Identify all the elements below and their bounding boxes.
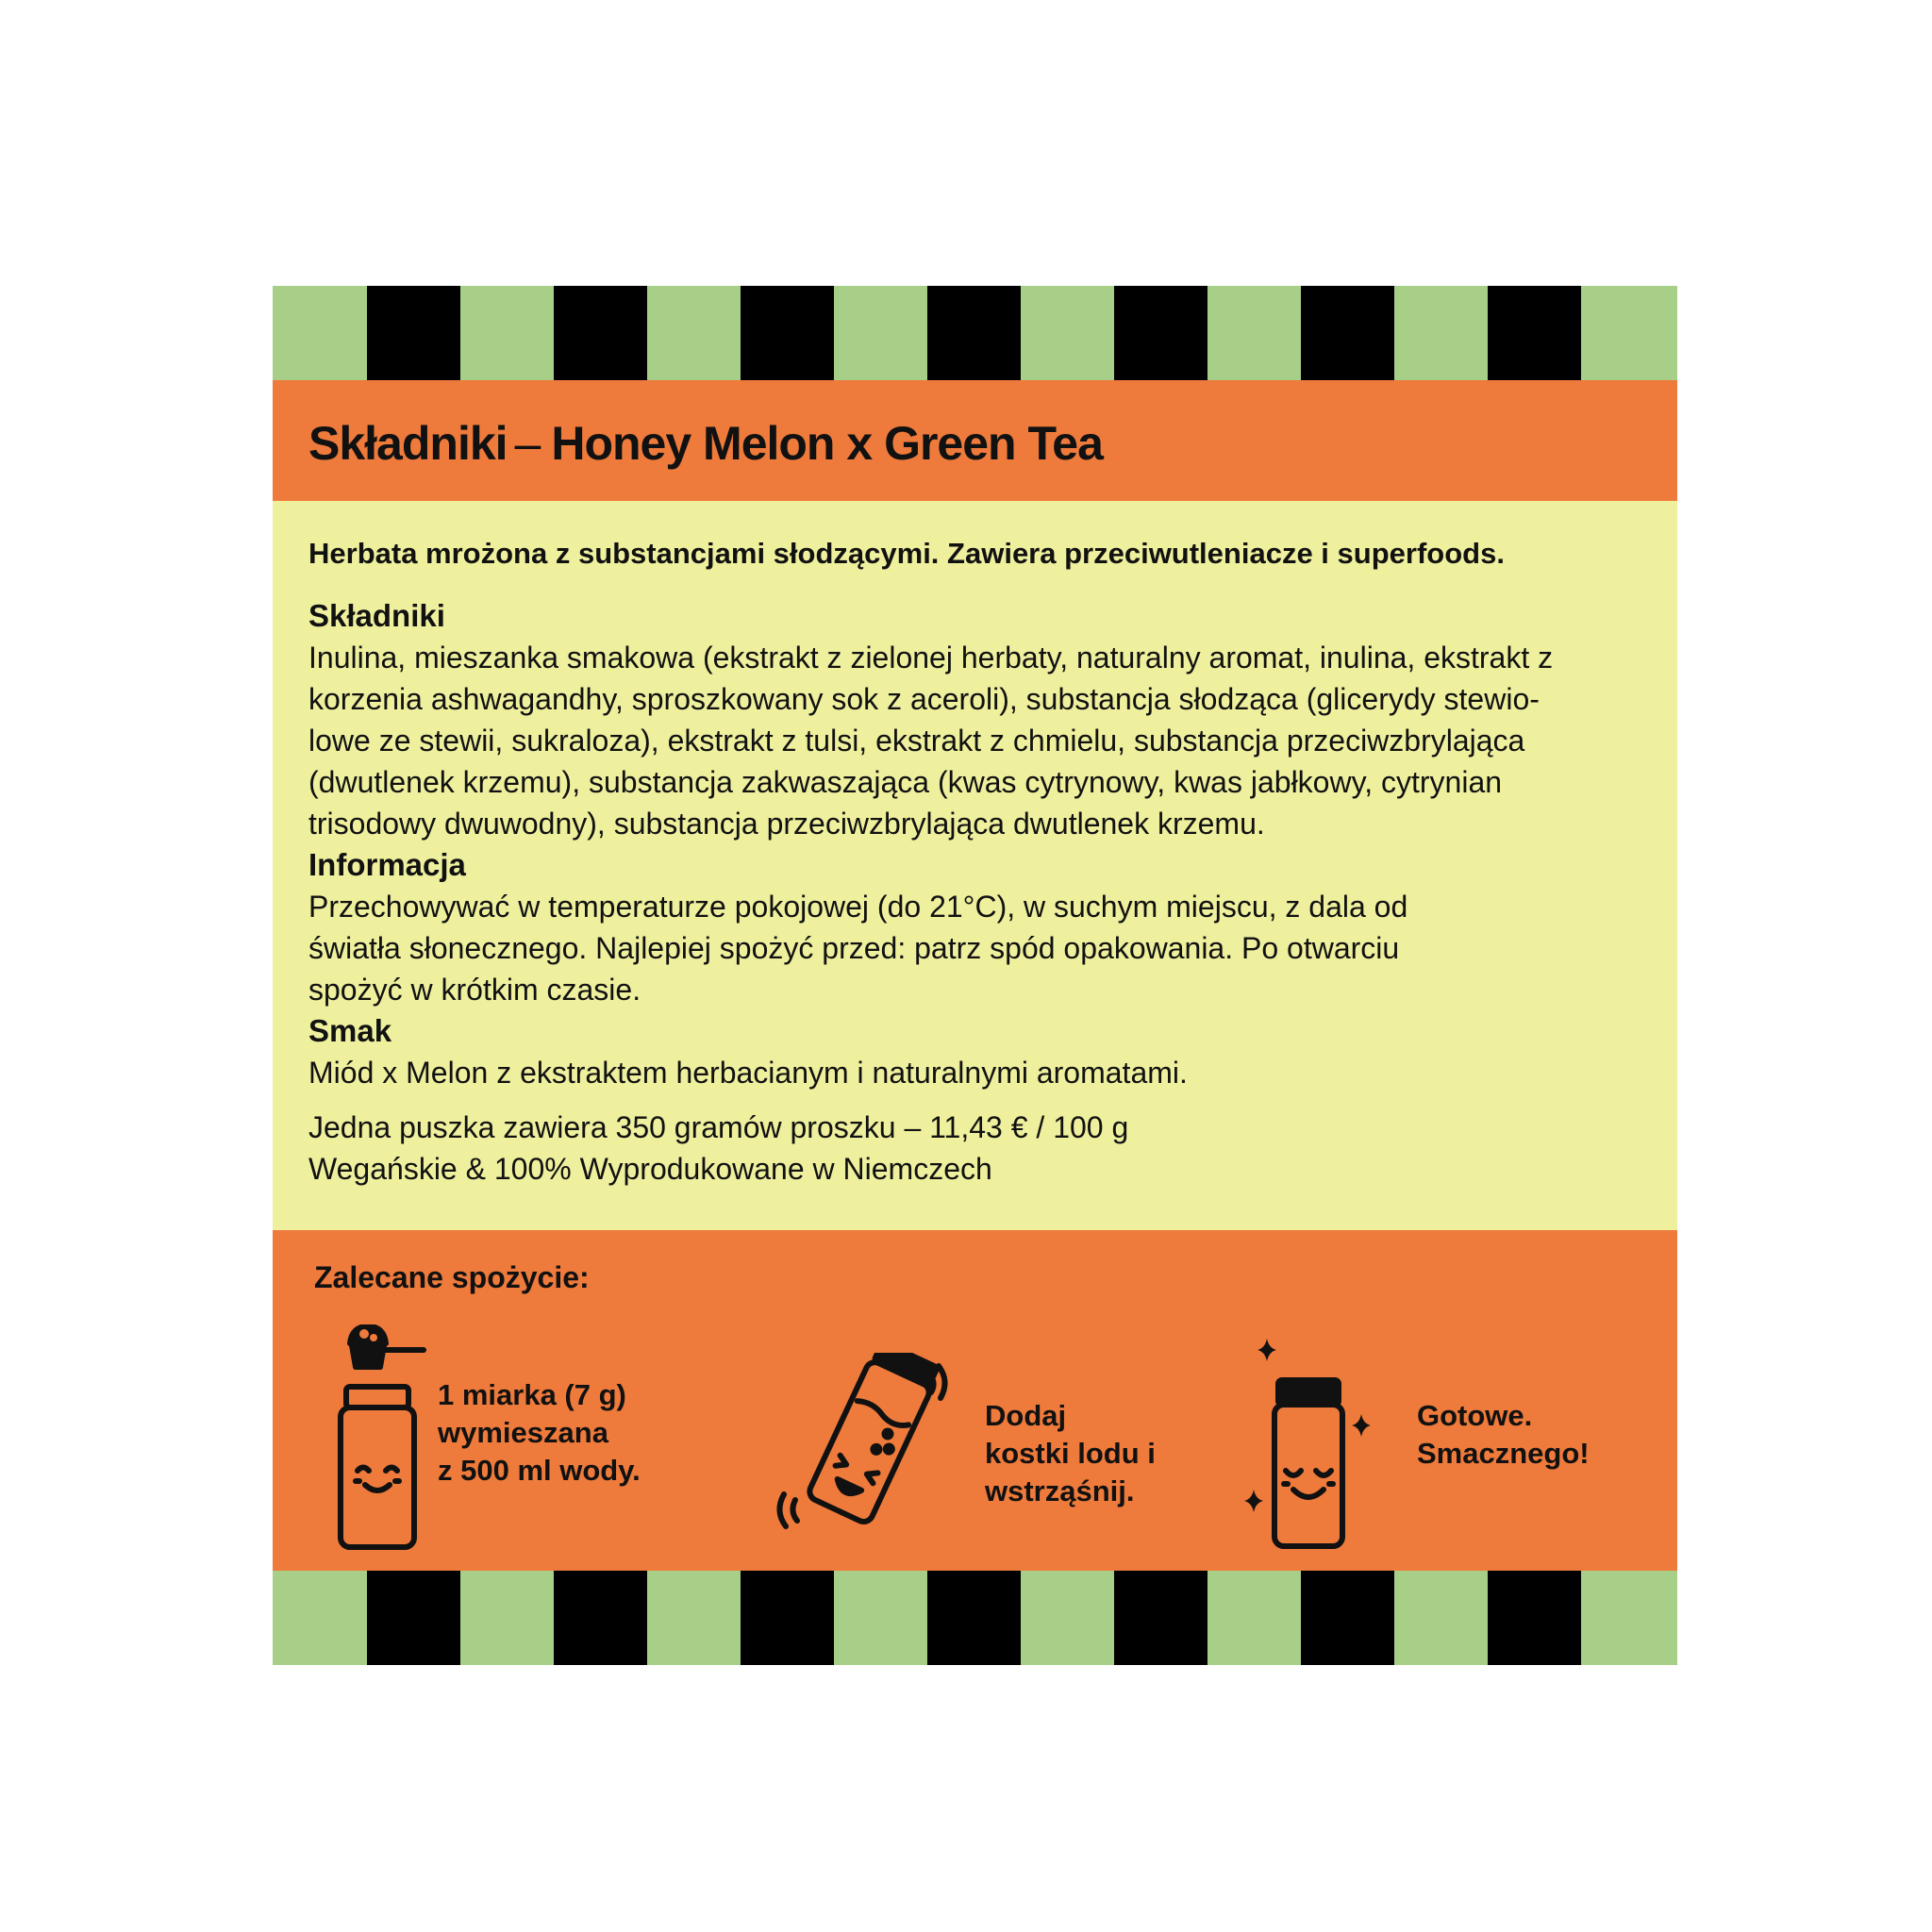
scoop-bottle-icon xyxy=(329,1324,442,1551)
recommended-use-band xyxy=(273,1230,1677,1571)
ingredients-body xyxy=(308,595,1648,1190)
information-line: światła słonecznego. Najlepiej spożyć przed: patrz spód opakowania. Po otwarciu xyxy=(308,931,1400,965)
taste-line: Miód x Melon z ekstraktem herbacianym i naturalnymi aromatami. xyxy=(308,1056,1188,1090)
ingredients-panel xyxy=(273,501,1677,1230)
top-stripe-band xyxy=(273,286,1677,380)
origin-line: Wegańskie & 100% Wyprodukowane w Niemczech xyxy=(308,1152,992,1186)
bottom-stripe-band xyxy=(273,1571,1677,1665)
ingredients-line: lowe ze stewii, sukraloza), ekstrakt z tulsi, ekstrakt z chmielu, substancja przeciwzbrylająca xyxy=(308,724,1525,758)
step-3-text: Gotowe. Smacznego! xyxy=(1417,1399,1590,1470)
title-band xyxy=(273,380,1677,501)
title-prefix: Składniki xyxy=(308,417,508,470)
section-heading-ingredients: Składniki xyxy=(308,598,445,633)
information-line: Przechowywać w temperaturze pokojowej (do 21°C), w suchym miejscu, z dala od xyxy=(308,890,1408,924)
section-heading-information: Informacja xyxy=(308,847,466,882)
step-2-text: Dodaj kostki lodu i wstrząśnij. xyxy=(985,1399,1156,1507)
ingredients-line: (dwutlenek krzemu), substancja zakwaszająca (kwas cytrynowy, kwas jabłkowy, cytrynian xyxy=(308,765,1503,799)
title-product: Honey Melon x Green Tea xyxy=(551,417,1103,470)
ingredients-line: korzenia ashwagandhy, sproszkowany sok z aceroli), substancja słodząca (glicerydy stewio- xyxy=(308,682,1540,716)
product-info-card xyxy=(273,286,1677,1665)
title-separator: – xyxy=(514,417,541,470)
intro-text: Herbata mrożona z substancjami słodzącymi. Zawiera przeciwutleniacze i superfoods. xyxy=(308,537,1505,570)
ingredients-line: Inulina, mieszanka smakowa (ekstrakt z zielonej herbaty, naturalny aromat, inulina, ekstrakt z xyxy=(308,641,1554,675)
price-line: Jedna puszka zawiera 350 gramów proszku – 11,43 € / 100 g xyxy=(308,1110,1129,1144)
shaking-bottle-icon xyxy=(763,1353,971,1541)
ingredients-line: trisodowy dwuwodny), substancja przeciwzbrylająca dwutlenek krzemu. xyxy=(308,807,1265,841)
section-heading-taste: Smak xyxy=(308,1013,392,1048)
sparkling-bottle-icon xyxy=(1244,1339,1376,1556)
page-title xyxy=(308,416,1103,471)
steps-heading: Zalecane spożycie: xyxy=(314,1260,590,1294)
information-line: spożyć w krótkim czasie. xyxy=(308,973,641,1007)
step-1-text: 1 miarka (7 g) wymieszana z 500 ml wody. xyxy=(438,1378,641,1487)
